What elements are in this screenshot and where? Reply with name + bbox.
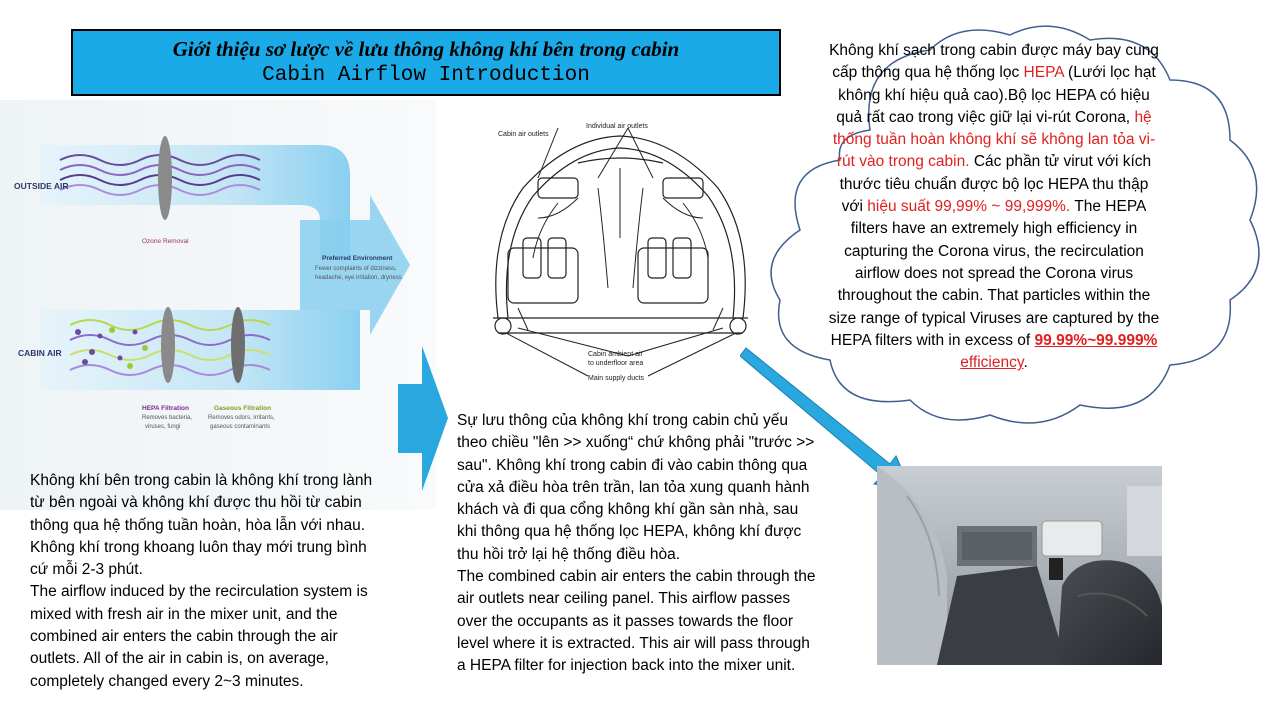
ozone-removal-label: Ozone Removal [142, 238, 189, 245]
hepa-filter-icon [161, 307, 175, 383]
cloud-text [828, 40, 1160, 374]
left-text-vi: Không khí bên trong cabin là không khí trong lành từ bên ngoài và không khí được thu hồi từ cabin thông qua hệ thống tuần hoàn, hòa lẫn với nhau. Không khí trong khoang luôn thay mới trung bình cứ mỗi 2-3 phút. [30, 472, 373, 579]
cloud-text-red1: hệ thống tuần hoàn không khí sẽ không lan tỏa vi-rút vào trong cabin. [832, 108, 1156, 171]
cloud-text-hepa: HEPA [1023, 64, 1064, 82]
ozone-filter-icon [158, 136, 172, 220]
title-box [71, 29, 781, 96]
cloud-text-p2: (Lưới lọc hạt không khí hiệu quả cao).Bộ lọc HEPA có hiệu quả rất cao trong việc giữ lại vi-rút Corona, [836, 64, 1156, 126]
preferred-env-line-1: Fewer complaints of dizziness, [315, 266, 397, 272]
left-text-block [30, 470, 375, 693]
gaseous-filtration-title: Gaseous Filtration [214, 405, 272, 412]
left-text-en: The airflow induced by the recirculation system is mixed with fresh air in the mixer unit, and the combined air enters the cabin through the air outlets. All of the air in cabin is, on average, completely changed every 2~3 minutes. [30, 583, 368, 690]
cloud-text-end: . [1023, 354, 1028, 372]
cabin-air-label: CABIN AIR [18, 348, 62, 358]
cabin-ambient-air-label-2: to underfloor area [588, 360, 644, 367]
cloud-text-en: The HEPA filters have an extremely high efficiency in capturing the Corona virus, the recirculation airflow does not spread the Corona virus throughout the cabin. That particles within the size range of typical Viruses are captured by the HEPA filters with in excess of [828, 198, 1160, 349]
cabin-ambient-air-label-1: Cabin ambient air [588, 351, 643, 358]
cloud-text-red2: hiệu suất 99,99% ~ 99,999%. [867, 198, 1071, 216]
individual-air-outlets-label: Individual air outlets [586, 123, 648, 130]
gaseous-line-1: Removes odors, irritants, [208, 415, 275, 421]
middle-text-block [457, 410, 822, 678]
cloud-text-efficiency: efficiency [960, 354, 1024, 372]
hepa-filtration-title: HEPA Filtration [142, 405, 189, 412]
title-vietnamese: Giới thiệu sơ lược về lưu thông không khí bên trong cabin [172, 37, 680, 61]
gaseous-filter-icon [231, 307, 245, 383]
cabin-cross-section [478, 118, 763, 386]
cloud-text-percent: 99.99%~99.999% [1034, 331, 1158, 349]
cloud-text-p3: Các phần tử virut với kích thước tiêu chuẩn được bộ lọc HEPA thu thập với [839, 153, 1152, 216]
airflow-diagram [0, 100, 436, 510]
mid-text-en: The combined cabin air enters the cabin through the air outlets near ceiling panel. This airflow passes over the occupants as it passes towards the floor level where it is extracted. This air will pass through a HEPA filter for injection back into the mixer unit. [457, 568, 816, 675]
title-english: Cabin Airflow Introduction [262, 64, 590, 87]
cloud-text-p1: Không khí sạch trong cabin được máy bay cung cấp thông qua hệ thống lọc [829, 42, 1159, 82]
main-supply-ducts-label: Main supply ducts [588, 375, 645, 382]
mid-text-vi: Sự lưu thông của không khí trong cabin chủ yếu theo chiều "lên >> xuống“ chứ không phải "trước >> sau". Không khí trong cabin đi vào cabin thông qua cửa xả điều hòa trên trần, lan tỏa xung quanh hành khách và đi qua cổng không khí gần sàn nhà, sau khi thông qua hệ thống lọc HEPA, không khí được thu hồi trở lại hệ thống điều hòa. [457, 412, 815, 563]
hepa-line-2: viruses, fungi [145, 424, 181, 430]
preferred-env-title: Preferred Environment [322, 255, 393, 262]
preferred-env-line-2: headache, eye irritation, dryness [315, 275, 402, 281]
blue-arrow-right-icon [398, 346, 448, 491]
gaseous-line-2: gaseous contaminants [210, 424, 271, 430]
hepa-line-1: Removes bacteria, [142, 415, 193, 421]
outside-air-label: OUTSIDE AIR [14, 181, 69, 191]
cabin-air-outlets-label: Cabin air outlets [498, 131, 549, 138]
cabin-seat-photo [877, 466, 1162, 665]
